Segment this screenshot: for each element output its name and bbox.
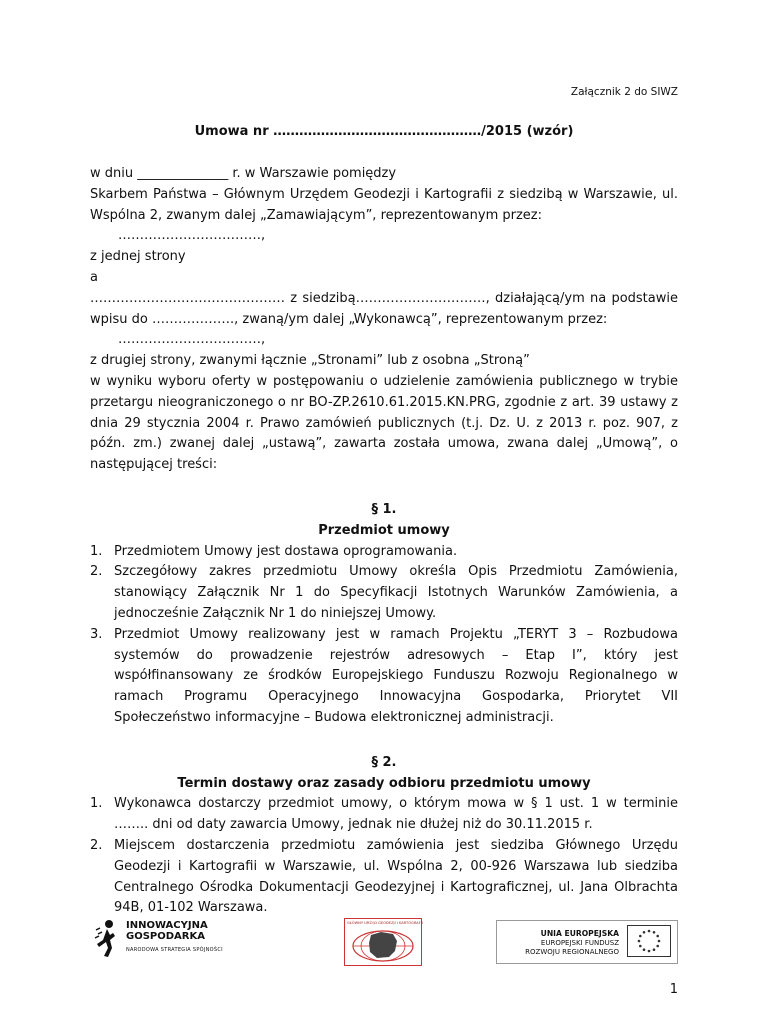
logo-line: GOSPODARKA <box>126 931 205 942</box>
runner-icon <box>94 918 120 958</box>
footer-logos <box>90 906 678 966</box>
eu-logo-line: UNIA EUROPEJSKA <box>540 929 619 938</box>
preamble-ordering-party: Skarbem Państwa – Głównym Urzędem Geodezji i Kartografii z siedzibą w Warszawie, ul. Wspólna 2, zwanym dalej „Zamawiającym”, reprezentowanym przez: <box>90 186 678 223</box>
innowacyjna-gospodarka-logo <box>90 916 230 960</box>
annex-label: Załącznik 2 do SIWZ <box>570 86 678 98</box>
preamble-first-party: z jednej strony <box>90 249 186 265</box>
eu-fund-logo <box>496 920 678 964</box>
list-item <box>90 625 678 729</box>
item-text: Przedmiotem Umowy jest dostawa oprogramowania. <box>114 543 458 559</box>
item-number: 1. <box>90 543 103 559</box>
preamble-ordering-representative: ……………………………, <box>118 228 266 244</box>
page-number: 1 <box>669 982 678 997</box>
item-text: Szczegółowy zakres przedmiotu Umowy określa Opis Przedmiotu Zamówienia, stanowiący Załącznik Nr 1 do Specyfikacji Istotnych Warunków Zamówienia, a jednocześnie Załącznik Nr 1 do niniejszej Umowy. <box>114 564 678 621</box>
preamble-and: a <box>90 269 98 285</box>
gugik-logo <box>344 918 422 966</box>
section-1-heading: Przedmiot umowy <box>318 522 450 538</box>
list-item <box>90 542 678 563</box>
section-2-heading: Termin dostawy oraz zasady odbioru przedmiotu umowy <box>177 775 591 791</box>
item-number: 2. <box>90 837 103 853</box>
preamble-procedure: w wyniku wyboru oferty w postępowaniu o udzielenie zamówienia publicznego w trybie przetargu nieograniczonego o nr BO-ZP.2610.61.2015.KN.PRG, zgodnie z art. 39 ustawy z dnia 29 stycznia 2004 r. Prawo zamówień publicznych (t.j. Dz. U. z 2013 r. poz. 907, z późn. zm.) zwanej dalej „ustawą”, zawarta została umowa, zwana dalej „Umową”, o następującej treści: <box>90 373 678 473</box>
section-1-number: § 1. <box>371 501 397 517</box>
eu-logo-line: EUROPEJSKI FUNDUSZ <box>540 939 619 947</box>
item-number: 2. <box>90 564 103 580</box>
preamble-date-line: w dniu ______________ r. w Warszawie pomiędzy <box>90 166 397 181</box>
item-text: Wykonawca dostarczy przedmiot umowy, o którym mowa w § 1 ust. 1 w terminie …….. dni od daty zawarcia Umowy, jednak nie dłużej niż do 30.11.2015 r. <box>114 796 678 833</box>
contract-title: Umowa nr …………………………………………/2015 (wzór) <box>194 124 574 139</box>
logo-text <box>126 920 208 942</box>
poland-map-icon <box>345 919 421 965</box>
section-1-list <box>90 542 678 729</box>
gugik-logo-text: GŁÓWNY URZĄD GEODEZJI I KARTOGRAFII <box>347 921 423 925</box>
document-body <box>90 164 678 919</box>
item-number: 1. <box>90 796 103 812</box>
list-item <box>90 794 678 836</box>
eu-logo-line: ROZWOJU REGIONALNEGO <box>525 948 619 956</box>
item-text: Miejscem dostarczenia przedmiotu zamówienia jest siedziba Głównego Urzędu Geodezji i Kartografii w Warszawie, ul. Wspólna 2, 00-926 Warszawa lub siedziba Centralnego Ośrodka Dokumentacji Geodezyjnej i Kartograficznej, ul. Jana Olbrachta 94B, 01-102 Warszawa. <box>114 837 678 916</box>
preamble-contractor-representative: ……………………………, <box>118 332 266 348</box>
list-item <box>90 562 678 624</box>
logo-line: INNOWACYJNA <box>126 920 208 931</box>
eu-logo-text <box>503 929 619 957</box>
section-2-number: § 2. <box>371 754 397 770</box>
preamble-contractor: ……………………………………… z siedzibą…………………………, działającą/ym na podstawie wpisu do ………………., zwaną/ym dalej „Wykonawcą”, reprezentowanym przez: <box>90 290 678 327</box>
preamble-second-party: z drugiej strony, zwanymi łącznie „Stronami” lub z osobna „Stroną” <box>90 353 530 369</box>
item-number: 3. <box>90 626 103 642</box>
section-2-list <box>90 794 678 919</box>
item-text: Przedmiot Umowy realizowany jest w ramach Projektu „TERYT 3 – Rozbudowa systemów do prowadzenie rejestrów adresowych – Etap I”, który jest współfinansowany ze środków Europejskiego Funduszu Rozwoju Regionalnego w ramach Programu Operacyjnego Innowacyjna Gospodarka, Priorytet VII Społeczeństwo informacyjne – Budowa elektronicznej administracji. <box>114 626 678 725</box>
logo-tagline: NARODOWA STRATEGIA SPÓJNOŚCI <box>126 947 223 953</box>
eu-flag-icon <box>627 925 671 957</box>
